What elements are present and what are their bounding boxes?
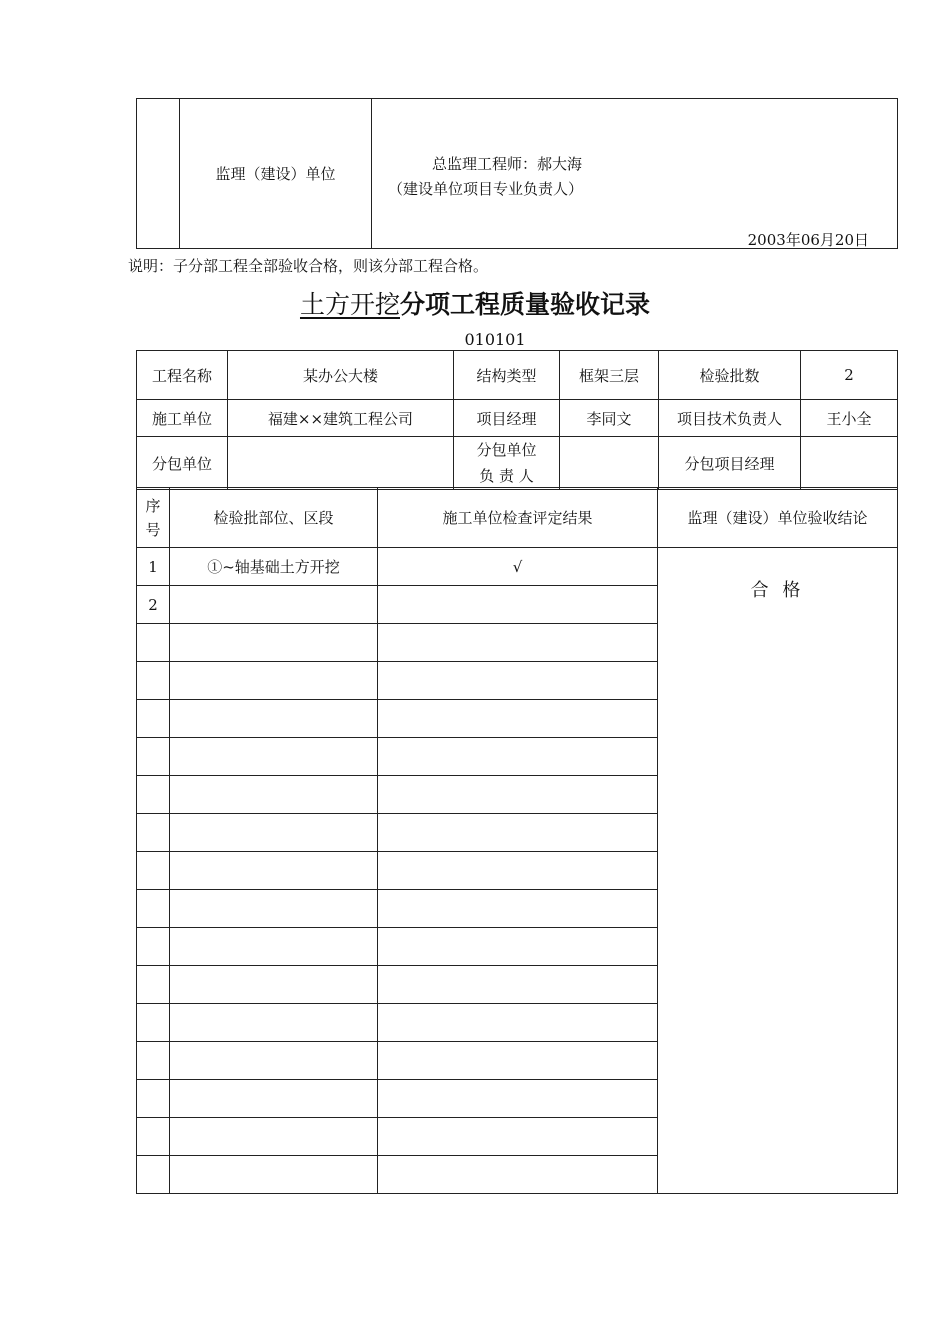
batch-count-value: 2 (801, 351, 898, 400)
conclusion-text: 合 格 (750, 580, 805, 601)
seq-header-line1: 序 (145, 496, 161, 515)
row-result (378, 624, 658, 662)
row-seq (137, 814, 170, 852)
owner-rep-text: （建设单位项目专业负责人） (388, 180, 584, 198)
row-location (170, 1042, 378, 1080)
row-result (378, 890, 658, 928)
seq-header-line2: 号 (145, 520, 161, 539)
row-result (378, 700, 658, 738)
row-seq (137, 966, 170, 1004)
project-name-label: 工程名称 (137, 351, 228, 400)
supervisor-conclusion-header: 监理（建设）单位验收结论 (658, 488, 898, 548)
structure-label: 结构类型 (454, 351, 560, 400)
sub-lead-label-line1: 分包单位 (476, 441, 537, 459)
row-result (378, 1004, 658, 1042)
row-location (170, 586, 378, 624)
row-result (378, 776, 658, 814)
row-result (378, 1156, 658, 1194)
row-location (170, 776, 378, 814)
sub-lead-value (560, 437, 659, 490)
supervisor-signature-cell (372, 99, 898, 249)
row-result (378, 852, 658, 890)
sub-lead-label (454, 437, 560, 490)
inspection-table (136, 487, 898, 1194)
chief-engineer-text: 总监理工程师：郝大海 (432, 155, 583, 173)
row-seq (137, 1080, 170, 1118)
sub-pm-label: 分包项目经理 (659, 437, 801, 490)
row-result (378, 738, 658, 776)
seq-header (137, 488, 170, 548)
row-result (378, 928, 658, 966)
row-seq (137, 928, 170, 966)
row-seq: 1 (137, 548, 170, 586)
location-header: 检验批部位、区段 (170, 488, 378, 548)
title-underlined-part: 土方开挖 (299, 290, 400, 319)
row-location (170, 928, 378, 966)
row-seq (137, 662, 170, 700)
row-result (378, 662, 658, 700)
row-result (378, 1042, 658, 1080)
subcontractor-label: 分包单位 (137, 437, 228, 490)
row-location (170, 1156, 378, 1194)
row-location (170, 814, 378, 852)
sub-pm-value (801, 437, 898, 490)
row-location (170, 890, 378, 928)
conclusion-cell (658, 548, 898, 1194)
page-title (0, 285, 950, 321)
tech-lead-label: 项目技术负责人 (659, 400, 801, 437)
structure-value: 框架三层 (560, 351, 659, 400)
row-seq (137, 852, 170, 890)
row-seq (137, 700, 170, 738)
row-result (378, 1080, 658, 1118)
row-seq (137, 1118, 170, 1156)
sub-lead-label-line2: 负 责 人 (479, 467, 534, 485)
supervisor-signature-table (136, 98, 898, 249)
table-row (137, 548, 898, 586)
project-info-table (136, 350, 898, 490)
contractor-label: 施工单位 (137, 400, 228, 437)
contractor-result-header: 施工单位检查评定结果 (378, 488, 658, 548)
row-seq (137, 738, 170, 776)
batch-count-label: 检验批数 (659, 351, 801, 400)
row-seq (137, 890, 170, 928)
row-result (378, 1118, 658, 1156)
pm-label: 项目经理 (454, 400, 560, 437)
contractor-value: 福建××建筑工程公司 (228, 400, 454, 437)
row-location: ①~轴基础土方开挖 (170, 548, 378, 586)
row-location (170, 662, 378, 700)
project-name-value: 某办公大楼 (228, 351, 454, 400)
subcontractor-value (228, 437, 454, 490)
row-location (170, 700, 378, 738)
row-result (378, 966, 658, 1004)
title-main-part: 分项工程质量验收记录 (400, 290, 651, 319)
row-location (170, 1118, 378, 1156)
row-location (170, 852, 378, 890)
row-seq: 2 (137, 586, 170, 624)
tech-lead-value: 王小全 (801, 400, 898, 437)
blank-cell (137, 99, 180, 249)
row-location (170, 624, 378, 662)
row-seq (137, 776, 170, 814)
form-code: 010101 (464, 330, 526, 349)
row-seq (137, 1042, 170, 1080)
row-location (170, 1004, 378, 1042)
row-location (170, 966, 378, 1004)
pm-value: 李同文 (560, 400, 659, 437)
row-seq (137, 1004, 170, 1042)
row-seq (137, 1156, 170, 1194)
row-seq (137, 624, 170, 662)
note-text: 说明：子分部工程全部验收合格，则该分部工程合格。 (128, 257, 489, 275)
row-result (378, 814, 658, 852)
row-result: √ (378, 548, 658, 586)
row-result (378, 586, 658, 624)
signature-date: 2003年06月20日 (747, 231, 869, 249)
row-location (170, 1080, 378, 1118)
row-location (170, 738, 378, 776)
supervisor-unit-label: 监理（建设）单位 (180, 99, 372, 249)
